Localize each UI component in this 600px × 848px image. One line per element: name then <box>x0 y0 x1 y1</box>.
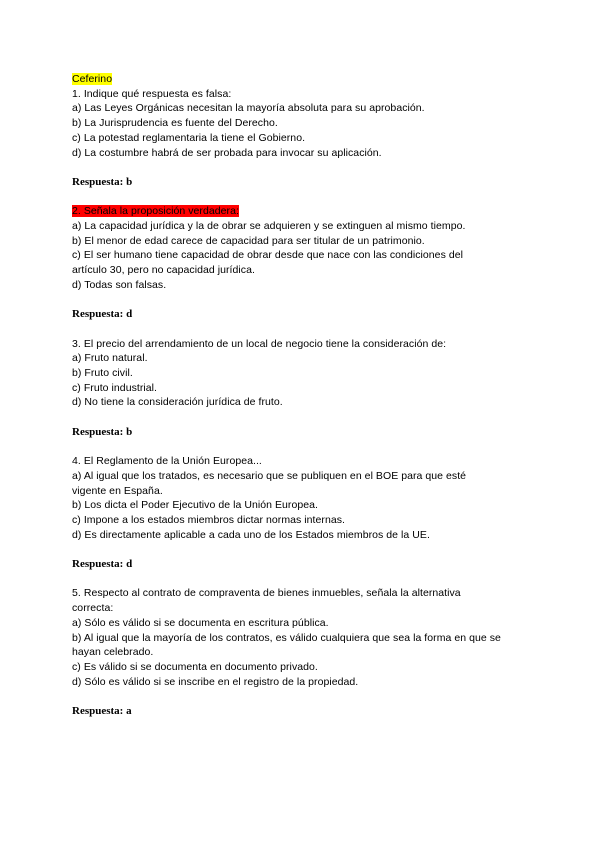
option-d: d) La costumbre habrá de ser probada para invocar su aplicación. <box>72 146 382 159</box>
question-block <box>72 454 532 586</box>
option-a-continued: vigente en España. <box>72 484 163 497</box>
option-c: c) Es válido si se documenta en documento privado. <box>72 661 318 673</box>
author-line <box>72 72 532 87</box>
question-text: 2. Señala la proposición verdadera: <box>72 205 239 218</box>
option-c-continued: artículo 30, pero no capacidad jurídica. <box>72 264 255 277</box>
question-line <box>72 204 532 219</box>
option-b: b) Los dicta el Poder Ejecutivo de la Unión Europea. <box>72 499 318 512</box>
answer-line: Respuesta: a <box>72 705 132 718</box>
option-b: b) El menor de edad carece de capacidad para ser titular de un patrimonio. <box>72 234 425 247</box>
question-block <box>72 87 532 205</box>
answer-line: Respuesta: b <box>72 175 133 188</box>
answer-line: Respuesta: d <box>72 308 133 321</box>
option-d: d) No tiene la consideración jurídica de fruto. <box>72 396 283 409</box>
option-a: a) Sólo es válido si se documenta en escritura pública. <box>72 616 329 629</box>
question-text: 4. El Reglamento de la Unión Europea... <box>72 455 262 468</box>
option-c: c) Fruto industrial. <box>72 381 158 394</box>
option-a: a) La capacidad jurídica y la de obrar se adquieren y se extinguen al mismo tiempo. <box>72 220 466 232</box>
author-name: Ceferino <box>72 73 113 85</box>
option-a: a) Al igual que los tratados, es necesario que se publiquen en el BOE para que esté <box>72 469 467 482</box>
option-a: a) Las Leyes Orgánicas necesitan la mayoría absoluta para su aprobación. <box>72 102 425 115</box>
question-text-continued: correcta: <box>72 602 114 615</box>
option-b-continued: hayan celebrado. <box>72 646 154 659</box>
question-text: 3. El precio del arrendamiento de un local de negocio tiene la consideración de: <box>72 337 447 350</box>
option-b: b) Fruto civil. <box>72 367 133 379</box>
answer-line: Respuesta: b <box>72 425 133 438</box>
option-c: c) La potestad reglamentaria la tiene el Gobierno. <box>72 131 306 144</box>
option-d: d) Todas son falsas. <box>72 278 167 291</box>
option-d: d) Es directamente aplicable a cada uno de los Estados miembros de la UE. <box>72 528 430 541</box>
question-block <box>72 204 532 336</box>
option-b: b) La Jurisprudencia es fuente del Derecho. <box>72 117 278 130</box>
option-c: c) El ser humano tiene capacidad de obrar desde que nace con las condiciones del <box>72 249 463 262</box>
option-d: d) Sólo es válido si se inscribe en el registro de la propiedad. <box>72 675 359 688</box>
question-text: 1. Indique qué respuesta es falsa: <box>72 87 232 100</box>
question-text: 5. Respecto al contrato de compraventa de bienes inmuebles, señala la alternativa <box>72 587 461 600</box>
document-page <box>72 72 532 719</box>
option-b: b) Al igual que la mayoría de los contratos, es válido cualquiera que sea la forma en que se <box>72 631 501 644</box>
question-block <box>72 337 532 455</box>
question-block <box>72 586 532 718</box>
answer-line: Respuesta: d <box>72 558 133 571</box>
option-c: c) Impone a los estados miembros dictar normas internas. <box>72 514 345 526</box>
option-a: a) Fruto natural. <box>72 352 148 365</box>
